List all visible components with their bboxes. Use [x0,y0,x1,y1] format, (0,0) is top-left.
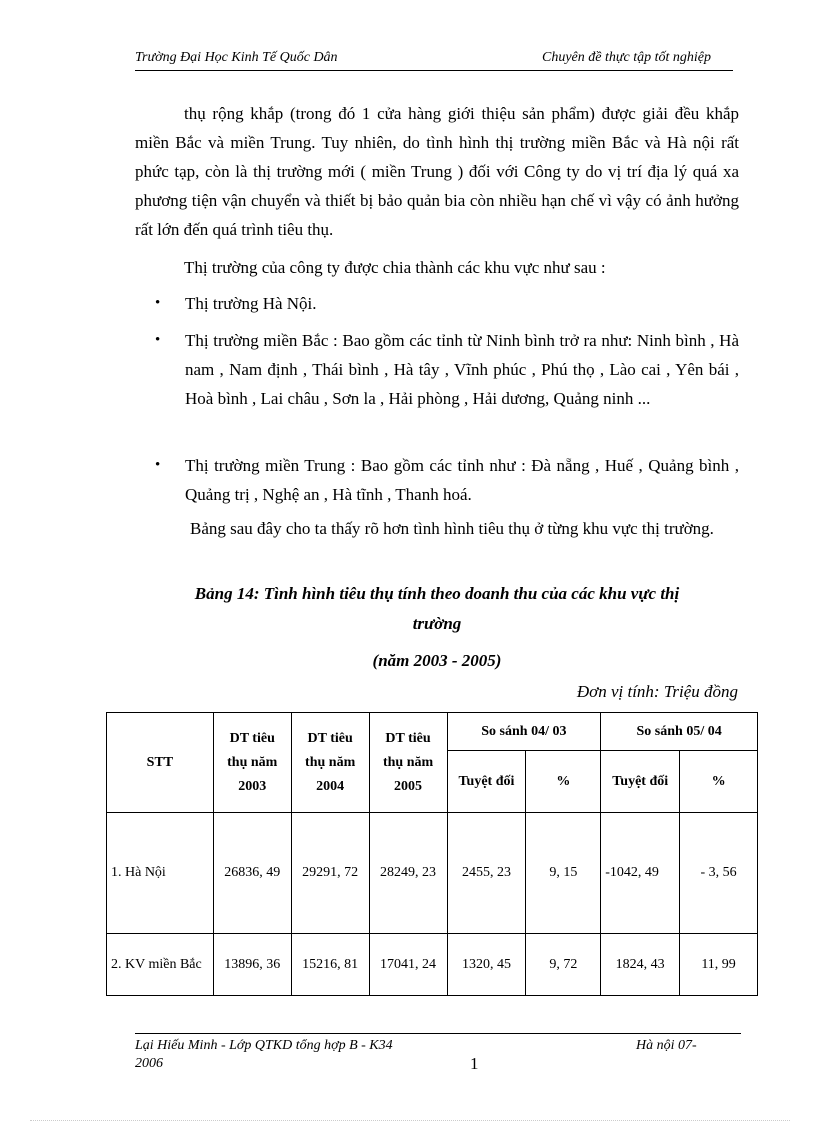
header-compare-0403: So sánh 04/ 03 [447,713,601,751]
footer-year: 2006 [135,1056,163,1071]
paragraph-1: thụ rộng khắp (trong đó 1 cửa hàng giới thiệu sản phẩm) được giải đều khắp miền Bắc và miền Trung. Tuy nhiên, do tình hình thị trường miền Bắc và Hà nội rất phức tạp, còn là thị trường mới ( miền Trung ) đối với Công ty do vị trí địa lý quá xa phương tiện vận chuyển và thiết bị bảo quản bia còn nhiều hạn chế vì vậy có ảnh hưởng rất lớn đến quá trình tiêu thụ. [135,104,739,239]
bullet-item [155,326,739,413]
cell-pct-0504: - 3, 56 [680,813,758,934]
table-header-row [107,713,758,751]
cell-dt2005: 17041, 24 [369,934,447,996]
revenue-table [106,712,758,996]
footer-date: Hà nội 07- [636,1038,697,1053]
table-caption-years: (năm 2003 - 2005) [372,651,502,670]
unit-label: Đơn vị tính: Triệu đồng [576,682,738,701]
cell-abs-0403: 1320, 45 [447,934,526,996]
header-stt: STT [107,713,214,813]
header-dt2003: DT tiêu thụ năm 2003 [213,713,291,813]
footer-author: Lại Hiếu Minh - Lớp QTKD tổng hợp B - K34 [135,1038,393,1053]
subheader-absolute: Tuyệt đối [601,751,680,813]
table-caption-line1: Bảng 14: Tình hình tiêu thụ tính theo doanh thu của các khu vực thị [194,584,680,603]
table-row [107,934,758,996]
bullet-item [155,289,739,318]
bullet-item [155,451,739,509]
cell-dt2004: 29291, 72 [291,813,369,934]
cell-dt2003: 26836, 49 [213,813,291,934]
subheader-percent: % [526,751,601,813]
row-name: 1. Hà Nội [107,813,214,934]
cell-pct-0504: 11, 99 [680,934,758,996]
header-topic: Chuyên đề thực tập tốt nghiệp [542,50,711,65]
cell-abs-0504: -1042, 49 [601,813,680,934]
header-compare-0504: So sánh 05/ 04 [601,713,758,751]
bullet-text: Thị trường miền Bắc : Bao gồm các tỉnh từ Ninh bình trở ra như: Ninh bình , Hà nam , Nam định , Thái bình , Hà tây , Vĩnh phúc , Phú thọ , Lào cai , Yên bái , Hoà bình , Lai châu , Sơn la , Hải phòng , Hải dương, Quảng ninh ... [185,331,739,408]
cell-dt2003: 13896, 36 [213,934,291,996]
subheader-absolute: Tuyệt đối [447,751,526,813]
page-number: 1 [470,1054,479,1073]
cell-pct-0403: 9, 15 [526,813,601,934]
cell-abs-0403: 2455, 23 [447,813,526,934]
table-caption-line2: trường [412,614,462,633]
bullet-icon: • [155,332,161,348]
cell-dt2005: 28249, 23 [369,813,447,934]
bullet-icon: • [155,457,161,473]
header-dt2005: DT tiêu thụ năm 2005 [369,713,447,813]
table-row [107,813,758,934]
cell-pct-0403: 9, 72 [526,934,601,996]
header-school: Trường Đại Học Kinh Tế Quốc Dân [135,50,338,65]
row-name: 2. KV miền Bắc [107,934,214,996]
bullet-icon: • [155,295,161,311]
cell-dt2004: 15216, 81 [291,934,369,996]
header-dt2004: DT tiêu thụ năm 2004 [291,713,369,813]
page-bottom-divider [30,1120,790,1121]
paragraph-2: Thị trường của công ty được chia thành các khu vực như sau : [184,258,606,277]
subheader-percent: % [680,751,758,813]
page-header [135,50,733,71]
bullet-text: Thị trường miền Trung : Bao gồm các tỉnh như : Đà nẵng , Huế , Quảng bình , Quảng trị , Nghệ an , Hà tĩnh , Thanh hoá. [185,456,739,504]
bullet-text: Thị trường Hà Nội. [185,294,317,313]
footer-divider [135,1033,741,1034]
cell-abs-0504: 1824, 43 [601,934,680,996]
paragraph-3: Bảng sau đây cho ta thấy rõ hơn tình hình tiêu thụ ở từng khu vực thị trường. [190,519,714,538]
